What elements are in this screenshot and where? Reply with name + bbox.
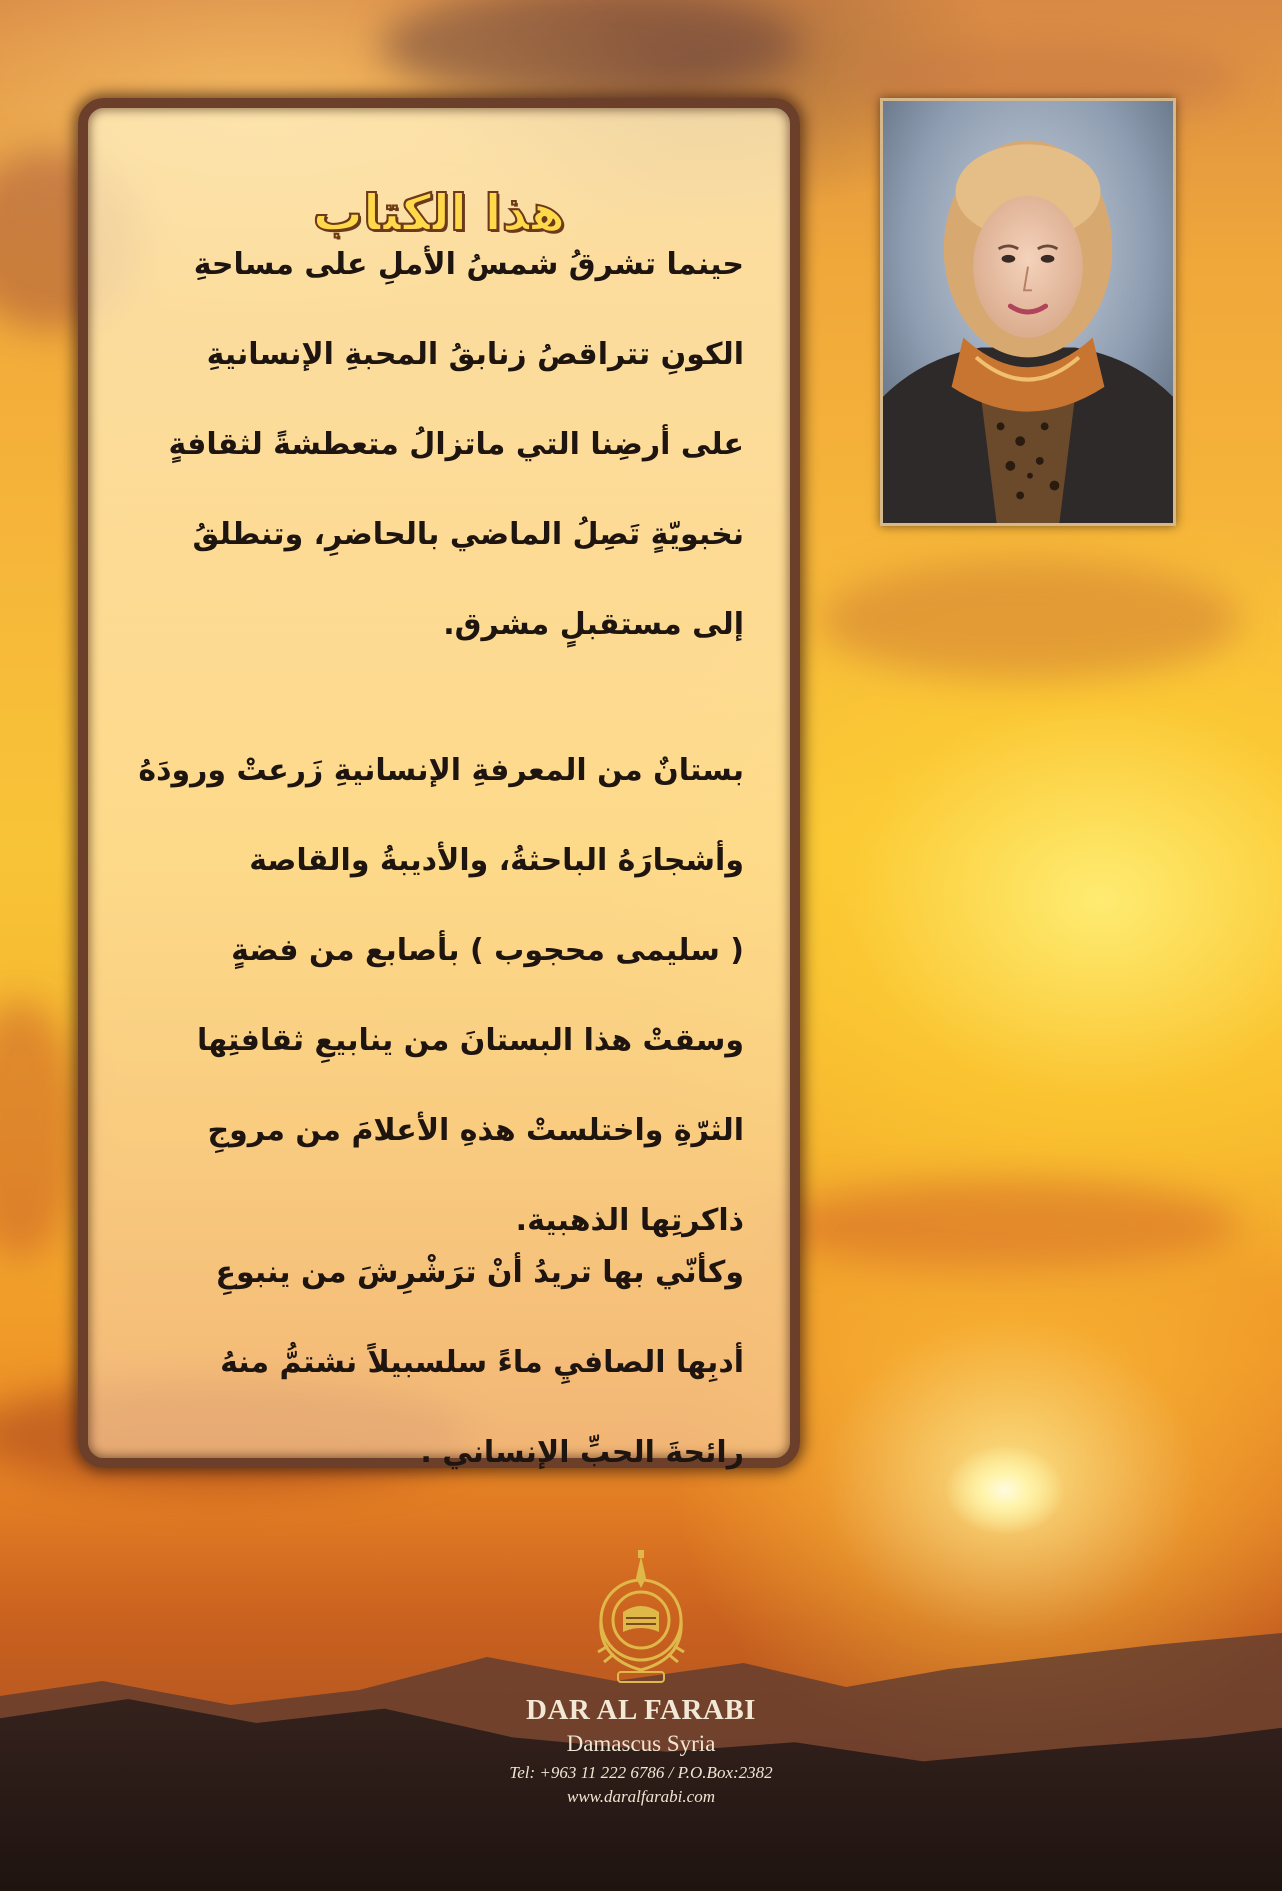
blurb-line: أدبِها الصافيِ ماءً سلسبيلاً نشتمُّ منهُ bbox=[220, 1345, 744, 1380]
publisher-city: Damascus Syria bbox=[566, 1731, 716, 1756]
blurb-line: إلى مستقبلٍ مشرق. bbox=[443, 607, 744, 642]
blurb-paragraph-2 bbox=[104, 726, 744, 1266]
publisher-name: DAR AL FARABI bbox=[526, 1694, 756, 1726]
sky-cloud bbox=[780, 1180, 1240, 1270]
blurb-line: وسقتْ هذا البستانَ من ينابيعِ ثقافتِها bbox=[196, 1023, 744, 1058]
blurb-line: حينما تشرقُ شمسُ الأملِ على مساحةِ bbox=[193, 247, 744, 282]
blurb-line: بستانٌ من المعرفةِ الإنسانيةِ زَرعتْ ورودَهُ bbox=[138, 753, 744, 788]
farabi-emblem-icon bbox=[578, 1548, 704, 1688]
blurb-paragraph-1 bbox=[104, 220, 744, 670]
blurb-line: وكأنّي بها تريدُ أنْ ترَشْرِشَ من ينبوعِ bbox=[215, 1255, 744, 1290]
blurb-title: هذا الكتاب bbox=[312, 184, 566, 242]
publisher-block bbox=[441, 1548, 841, 1807]
author-portrait-icon bbox=[883, 101, 1173, 523]
publisher-website: www.daralfarabi.com bbox=[567, 1787, 715, 1806]
blurb-line: وأشجارَهُ الباحثةُ، والأديبةُ والقاصة bbox=[249, 843, 744, 878]
blurb-line: على أرضِنا التي ماتزالُ متعطشةً لثقافةٍ bbox=[168, 427, 744, 462]
blurb-paragraph-3 bbox=[104, 1228, 744, 1498]
sky-cloud bbox=[0, 1000, 80, 1260]
blurb-line: نخبويّةٍ تَصِلُ الماضي بالحاضرِ، وتنطلقُ bbox=[192, 517, 744, 552]
publisher-contact: Tel: +963 11 222 6786 / P.O.Box:2382 bbox=[509, 1763, 773, 1782]
blurb-line: الكونِ تتراقصُ زنابقُ المحبةِ الإنسانيةِ bbox=[206, 337, 744, 372]
blurb-frame bbox=[78, 98, 800, 1468]
blurb-line: ( سليمى محجوب ) بأصابع من فضةٍ bbox=[231, 933, 744, 968]
blurb-line: ذاكرتِها الذهبية. bbox=[515, 1203, 744, 1238]
blurb-line: رائحةَ الحبِّ الإنساني . bbox=[420, 1435, 744, 1470]
sky-cloud bbox=[820, 560, 1240, 680]
blurb-line: الثرّةِ واختلستْ هذهِ الأعلامَ من مروجِ bbox=[207, 1113, 744, 1148]
sky-cloud bbox=[380, 0, 800, 100]
author-photo bbox=[880, 98, 1176, 526]
